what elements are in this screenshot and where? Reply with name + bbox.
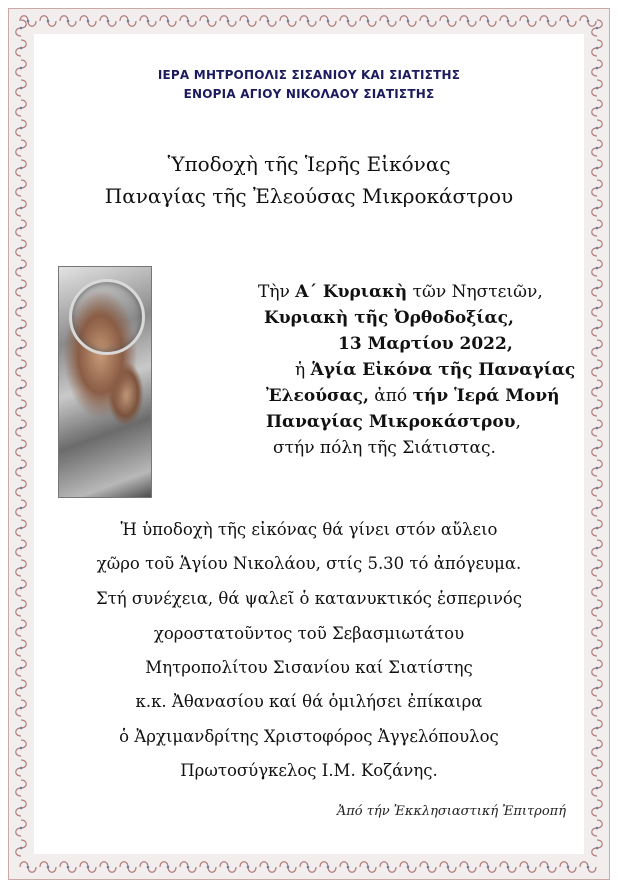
body-line-5: Μητροπολίτου Σισανίου καί Σιατίστης — [145, 658, 473, 677]
page-content — [44, 44, 574, 844]
announcement-line-5: Ἐλεούσας, ἀπό τήν Ἱερά Μονή — [266, 386, 560, 406]
title-line-1: Ὑποδοχὴ τῆς Ἱερῆς Εἰκόνας — [167, 152, 451, 176]
title-line-2: Παναγίας τῆς Ἐλεούσας Μικροκάστρου — [104, 184, 514, 208]
halo-shape — [69, 279, 145, 355]
icon-of-virgin-mary-photo — [58, 266, 152, 498]
announcement-line-6: Παναγίας Μικροκάστρου, — [266, 412, 521, 432]
body-line-6: κ.κ. Ἀθανασίου καί θά ὁμιλήσει ἐπίκαιρα — [135, 692, 483, 711]
announcement-line-2: Κυριακὴ τῆς Ὀρθοδοξίας, — [264, 308, 514, 328]
announcement-line-3: 13 Μαρτίου 2022, — [338, 334, 513, 354]
body-line-2: χῶρο τοῦ Ἁγίου Νικολάου, στίς 5.30 τό ἀπόγευμα. — [96, 554, 522, 573]
body-line-1: Ἡ ὑποδοχὴ τῆς εἰκόνας θά γίνει στόν αὔλειο — [120, 520, 498, 539]
announcement-line-7: στήν πόλη τῆς Σιάτιστας. — [273, 438, 496, 458]
body-line-4: χοροστατοῦντος τοῦ Σεβασμιωτάτου — [153, 624, 465, 643]
header-line-parish: ΕΝΟΡΙΑ ΑΓΙΟΥ ΝΙΚΟΛΑΟΥ ΣΙΑΤΙΣΤΗΣ — [183, 87, 435, 101]
signature-committee: Ἀπό τήν Ἐκκλησιαστική Ἐπιτροπή — [336, 804, 566, 819]
body-line-7: ὁ Ἀρχιμανδρίτης Χριστοφόρος Ἀγγελόπουλος — [119, 727, 499, 746]
announcement-line-4: ἡ Ἁγία Εἰκόνα τῆς Παναγίας — [295, 360, 576, 380]
body-line-3: Στή συνέχεια, θά ψαλεῖ ὁ κατανυκτικός ἑσπερινός — [95, 589, 523, 608]
announcement-line-1: Τὴν Α΄ Κυριακὴ τῶν Νηστειῶν, — [258, 282, 543, 302]
body-line-8: Πρωτοσύγκελος Ι.Μ. Κοζάνης. — [180, 761, 438, 780]
header-line-metropolis: ΙΕΡΑ ΜΗΤΡΟΠΟΛΙΣ ΣΙΣΑΝΙΟΥ ΚΑΙ ΣΙΑΤΙΣΤΗΣ — [157, 68, 461, 82]
